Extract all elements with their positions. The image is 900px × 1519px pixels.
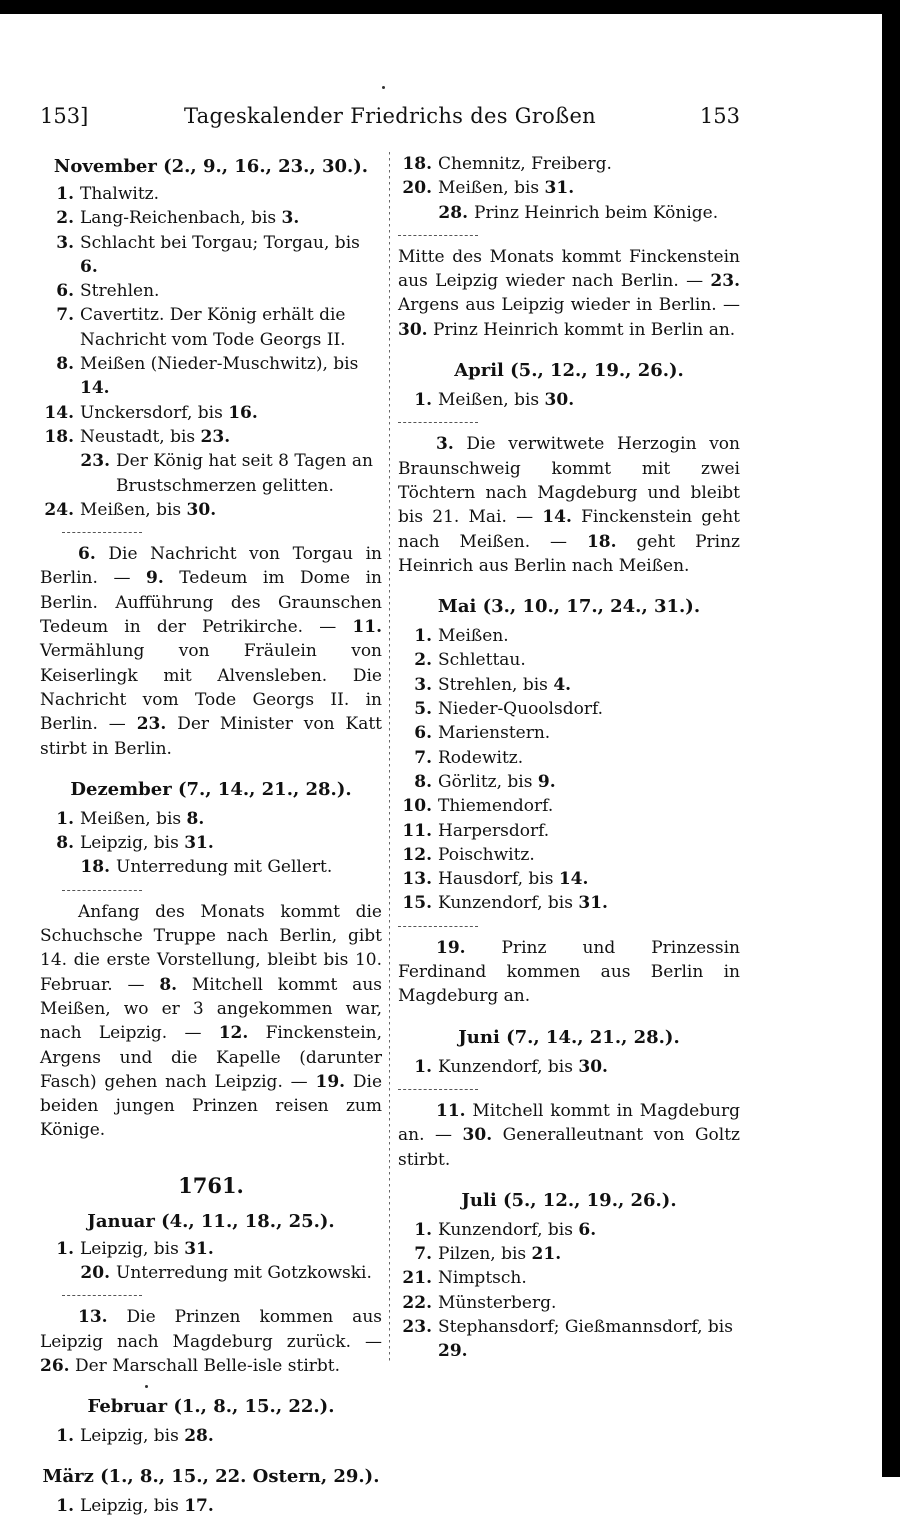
list-item (40, 855, 382, 879)
month-heading-dezember: Dezember (7., 14., 21., 28.). (70, 778, 352, 800)
note-day-number: 11. (436, 1100, 466, 1121)
day-number: 8. (56, 354, 74, 375)
note-text: Generalleutnant von Goltz stirbt. (398, 1125, 741, 1170)
day-number: 20. (402, 178, 432, 199)
entry-text: Unterredung mit Gotzkowski. (116, 1262, 372, 1283)
note-day-number: 13. (78, 1307, 108, 1328)
page-number-left: 153] (40, 104, 89, 128)
entry-text: Meißen, bis (80, 808, 187, 829)
left-column (40, 152, 382, 1519)
entries-november (40, 182, 382, 522)
entry-end-day: 21. (531, 1244, 562, 1265)
note-day-number: 18. (586, 531, 617, 552)
list-item (398, 1266, 740, 1290)
running-title: Tageskalender Friedrichs des Großen (184, 104, 596, 128)
note-day-number: 3. (436, 434, 454, 455)
entry-text: Unckersdorf, bis (80, 402, 229, 423)
note-text: Finckenstein geht nach Meißen. — (398, 507, 741, 552)
note-day-number: 9. (146, 568, 164, 589)
note-text: Argens aus Leipzig wieder in Berlin. — (398, 295, 740, 316)
scan-border-top (0, 0, 900, 14)
list-item (398, 1055, 740, 1079)
list-item (40, 1237, 382, 1261)
entry-end-day: 6. (578, 1219, 597, 1240)
entry-text: Stephansdorf; Gießmannsdorf, bis (438, 1316, 733, 1337)
right-column (398, 152, 740, 1364)
entry-end-day: 17. (184, 1496, 214, 1517)
entry-end-day: 29. (438, 1341, 468, 1362)
entry-text: Pilzen, bis (438, 1244, 532, 1265)
list-item (40, 449, 382, 498)
entry-end-day: 30. (578, 1056, 608, 1077)
entry-end-day: 4. (553, 674, 572, 695)
note-januar (40, 1305, 382, 1378)
entry-text: Kunzendorf, bis (438, 893, 579, 914)
entry-text: Kunzendorf, bis (438, 1219, 579, 1240)
day-number: 1. (56, 184, 74, 204)
entries-maerz (40, 1494, 382, 1518)
day-number: 7. (56, 305, 74, 326)
page-number-right: 153 (699, 104, 740, 128)
note-day-number: 14. (542, 507, 572, 528)
day-number: 12. (402, 844, 432, 865)
entries-maerz-continued (398, 152, 740, 225)
separator (398, 422, 478, 423)
entry-text: Kunzendorf, bis (438, 1056, 579, 1077)
note-juni (398, 1099, 740, 1172)
scan-border-right (882, 0, 900, 1477)
day-number: 8. (414, 771, 432, 792)
entry-text: Meißen, bis (80, 499, 187, 520)
day-number: 11. (402, 820, 432, 841)
day-number: 7. (414, 1244, 432, 1265)
day-number: 10. (402, 796, 432, 817)
day-number: 6. (56, 281, 74, 302)
note-day-number: 8. (159, 974, 178, 995)
entry-text: Thiemendorf. (438, 796, 554, 817)
list-item (398, 721, 740, 745)
entries-juni (398, 1055, 740, 1079)
note-text: Finckenstein, Argens und die Kapelle (darunter Fasch) gehen nach Leipzig. — (40, 1023, 382, 1092)
entries-januar (40, 1237, 382, 1286)
separator (398, 1089, 478, 1090)
list-item (40, 352, 382, 401)
entry-text: Görlitz, bis (438, 771, 538, 792)
entries-februar (40, 1424, 382, 1448)
entry-end-day: 3. (281, 208, 300, 229)
entry-end-day: 8. (186, 808, 205, 829)
separator (398, 235, 478, 236)
separator (62, 1295, 142, 1296)
note-november (40, 542, 382, 761)
list-item (40, 401, 382, 425)
list-item (398, 176, 740, 200)
month-heading-februar: Februar (1., 8., 15., 22.). (87, 1396, 335, 1418)
note-text: geht Prinz Heinrich aus Berlin nach Meißen. (398, 531, 740, 576)
note-maerz (398, 245, 740, 342)
list-item (40, 1494, 382, 1518)
entry-text: Prinz Heinrich beim Könige. (474, 202, 719, 223)
day-number: 18. (80, 857, 110, 878)
list-item (398, 1242, 740, 1266)
day-number: 3. (56, 232, 74, 253)
day-number: 23. (402, 1316, 432, 1337)
entry-end-day: 31. (184, 1238, 214, 1259)
list-item (398, 1315, 740, 1364)
note-april (398, 432, 740, 578)
list-item (40, 303, 382, 352)
month-heading-januar: Januar (4., 11., 18., 25.). (87, 1210, 335, 1232)
list-item (40, 182, 382, 206)
note-day-number: 23. (136, 714, 167, 735)
day-number: 24. (44, 499, 74, 520)
note-day-number: 6. (78, 544, 96, 565)
day-number: 1. (414, 1056, 432, 1077)
entry-end-day: 9. (537, 771, 556, 792)
note-text: Mitte des Monats kommt Finckenstein aus Leipzig wieder nach Berlin. — (398, 246, 740, 292)
note-text: Tedeum im Dome in Berlin. Aufführung des Graunschen Tedeum in der Petrikirche. — (40, 568, 382, 638)
page-header (40, 104, 740, 136)
note-dezember (40, 900, 382, 1143)
note-text: Mitchell kommt in Magdeburg an. — (398, 1100, 740, 1146)
note-text: Die Nachricht von Torgau in Berlin. — (40, 544, 382, 589)
list-item (398, 867, 740, 891)
list-item (398, 1218, 740, 1242)
list-item (398, 819, 740, 843)
list-item (40, 807, 382, 831)
list-item (398, 201, 740, 225)
column-divider (389, 152, 390, 1362)
entry-end-day: 30. (544, 390, 575, 411)
entry-end-day: 6. (80, 256, 98, 277)
note-text: Prinz Heinrich kommt in Berlin an. (427, 319, 736, 340)
entry-text: Leipzig, bis (80, 833, 185, 854)
day-number: 1. (414, 626, 432, 647)
month-heading-juli: Juli (5., 12., 19., 26.). (461, 1189, 677, 1211)
note-day-number: 30. (462, 1125, 493, 1146)
entry-text: Meißen. (438, 626, 509, 647)
list-item (398, 794, 740, 818)
entry-text: Schlacht bei Torgau; Torgau, bis (80, 232, 360, 253)
note-text: Anfang des Monats kommt die Schuchsche Truppe nach Berlin, gibt 14. die erste Vorstellung, bleibt bis 10. Februar. — (40, 901, 382, 995)
note-day-number: 23. (710, 271, 740, 292)
entries-juli (398, 1218, 740, 1364)
day-number: 14. (44, 402, 74, 423)
entries-dezember (40, 807, 382, 880)
entry-text: Nieder-Quoolsdorf. (438, 699, 604, 720)
note-text: Die beiden jungen Prinzen reisen zum Könige. (40, 1071, 383, 1141)
note-day-number: 11. (352, 617, 382, 638)
day-number: 2. (56, 208, 74, 229)
entry-end-day: 30. (186, 499, 217, 520)
list-item (398, 673, 740, 697)
list-item (398, 770, 740, 794)
month-heading-april: April (5., 12., 19., 26.). (454, 360, 684, 382)
entry-text: Der König hat seit 8 Tagen an Brustschmerzen gelitten. (116, 451, 373, 496)
separator (62, 890, 142, 891)
entry-end-day: 16. (228, 402, 258, 423)
day-number: 22. (402, 1292, 432, 1313)
entry-text: Strehlen. (80, 281, 160, 302)
day-number: 8. (56, 833, 74, 854)
list-item (398, 388, 740, 412)
entry-text: Meißen (Nieder-Muschwitz), bis (80, 354, 359, 375)
note-mai (398, 936, 740, 1009)
separator (398, 926, 478, 927)
entry-text: Leipzig, bis (80, 1238, 185, 1259)
entry-end-day: 31. (578, 893, 608, 914)
day-number: 23. (80, 451, 110, 472)
list-item (40, 425, 382, 449)
entry-text: Rodewitz. (438, 747, 524, 768)
day-number: 1. (414, 390, 432, 411)
day-number: 1. (56, 1426, 74, 1447)
list-item (398, 843, 740, 867)
day-number: 18. (402, 154, 432, 174)
entry-text: Neustadt, bis (80, 426, 201, 447)
note-day-number: 26. (40, 1355, 70, 1376)
list-item (40, 279, 382, 303)
entry-text: Hausdorf, bis (438, 869, 559, 890)
list-item (40, 831, 382, 855)
day-number: 21. (402, 1268, 432, 1289)
list-item (40, 1261, 382, 1285)
entry-end-day: 31. (184, 833, 214, 854)
note-text: Der Marschall Belle-isle stirbt. (69, 1355, 341, 1376)
entry-text: Poischwitz. (438, 844, 535, 865)
entry-end-day: 31. (544, 178, 575, 199)
day-number: 5. (414, 699, 432, 720)
entry-end-day: 23. (200, 426, 231, 447)
list-item (398, 1291, 740, 1315)
month-heading-maerz: März (1., 8., 15., 22. Ostern, 29.). (42, 1466, 380, 1488)
list-item (40, 231, 382, 280)
day-number: 3. (414, 674, 432, 695)
entries-mai (398, 624, 740, 916)
entry-end-day: 14. (558, 869, 589, 890)
note-day-number: 30. (398, 319, 428, 340)
month-heading-juni: Juni (7., 14., 21., 28.). (458, 1026, 680, 1048)
entry-text: Unterredung mit Gellert. (116, 857, 333, 878)
entry-text: Cavertitz. Der König erhält die Nachricht vom Tode Georgs II. (80, 305, 346, 350)
year-heading: 1761. (178, 1172, 244, 1198)
entry-end-day: 28. (184, 1426, 214, 1447)
day-number: 1. (56, 1238, 74, 1259)
list-item (398, 891, 740, 915)
note-text: Der Minister von Katt stirbt in Berlin. (40, 714, 382, 759)
day-number: 2. (414, 650, 432, 671)
list-item (40, 498, 382, 522)
month-heading-mai: Mai (3., 10., 17., 24., 31.). (437, 596, 701, 618)
entry-text: Münsterberg. (438, 1292, 557, 1313)
day-number: 13. (402, 869, 432, 890)
entry-text: Marienstern. (438, 723, 551, 744)
separator (62, 532, 142, 533)
list-item (40, 206, 382, 230)
list-item (398, 697, 740, 721)
entries-april (398, 388, 740, 412)
note-text: Mitchell kommt aus Meißen, wo er 3 angekommen war, nach Leipzig. — (40, 974, 382, 1044)
note-text: Die verwitwete Herzogin von Braunschweig kommt mit zwei Töchtern nach Magdeburg und bleibt bis 21. Mai. — (398, 434, 740, 528)
entry-text: Leipzig, bis (80, 1496, 185, 1517)
day-number: 1. (56, 1496, 74, 1517)
day-number: 1. (56, 808, 74, 829)
day-number: 18. (44, 426, 74, 447)
entry-text: Strehlen, bis (438, 674, 554, 695)
list-item (398, 648, 740, 672)
entry-text: Thalwitz. (80, 184, 160, 204)
entry-text: Harpersdorf. (438, 820, 550, 841)
day-number: 20. (80, 1262, 110, 1283)
month-heading-november: November (2., 9., 16., 23., 30.). (53, 156, 369, 177)
day-number: 28. (438, 202, 468, 223)
day-number: 7. (414, 747, 432, 768)
day-number: 1. (414, 1219, 432, 1240)
entry-text: Nimptsch. (438, 1268, 527, 1289)
note-day-number: 19. (315, 1071, 346, 1092)
day-number: 15. (402, 893, 432, 914)
note-day-number: 19. (436, 937, 466, 958)
list-item (40, 1424, 382, 1448)
note-text: Prinz und Prinzessin Ferdinand kommen aus Berlin in Magdeburg an. (398, 937, 740, 1007)
entry-text: Schlettau. (438, 650, 526, 671)
entry-text: Chemnitz, Freiberg. (438, 154, 612, 174)
note-day-number: 12. (218, 1023, 249, 1044)
list-item (398, 746, 740, 770)
note-text: Vermählung von Fräulein von Keiserlingk mit Alvensleben. Die Nachricht vom Tode Georgs II. in Berlin. — (40, 641, 382, 735)
note-text: Die Prinzen kommen aus Leipzig nach Magdeburg zurück. — (40, 1307, 382, 1352)
entry-text: Meißen, bis (438, 178, 545, 199)
entry-text: Leipzig, bis (80, 1426, 185, 1447)
list-item (398, 152, 740, 176)
entry-text: Meißen, bis (438, 390, 545, 411)
list-item (398, 624, 740, 648)
scan-speck (382, 86, 385, 89)
day-number: 6. (414, 723, 432, 744)
entry-end-day: 14. (80, 378, 110, 399)
entry-text: Lang-Reichenbach, bis (80, 208, 282, 229)
